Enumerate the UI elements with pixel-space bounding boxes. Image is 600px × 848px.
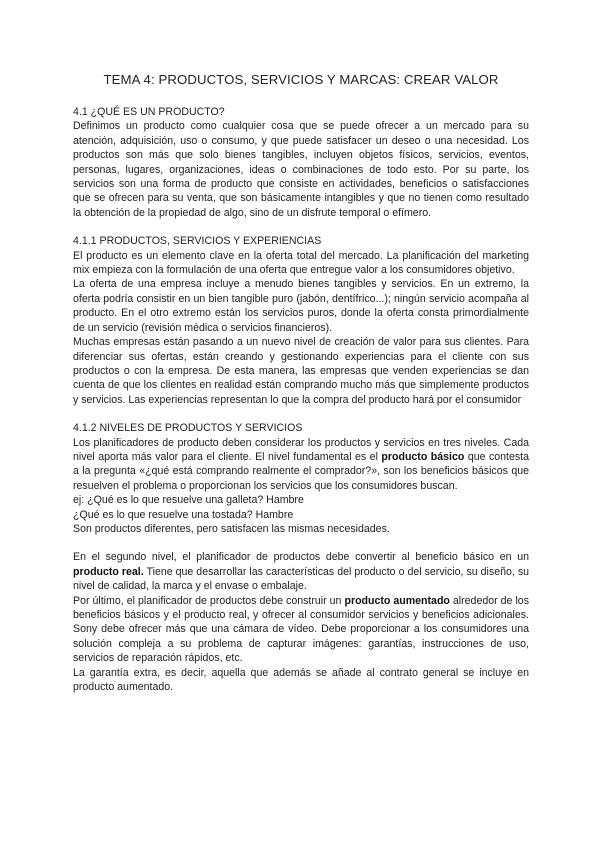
text-run: Por último, el planificador de productos debe construir un bbox=[73, 594, 345, 607]
example-line: ej: ¿Qué es lo que resuelve una galleta? Hambre bbox=[73, 494, 304, 507]
paragraph: Definimos un producto como cualquier cosa que se puede ofrecer a un mercado para su atención, adquisición, uso o consumo, y que puede satisfacer un deseo o una necesidad. Los productos son más que solo bienes tangibles, incluyen objetos físicos, servicios, eventos, personas, lugares, organizaciones, ideas o combinaciones de todo esto. Por su parte, los servicios son una forma de producto que consiste en actividades, beneficios o satisfacciones que se ofrecen para su venta, que son básicamente intangibles y que no tienen como resultado la obtención de la propiedad de algo, sino de un disfrute temporal o efímero. bbox=[73, 120, 529, 219]
paragraph: Muchas empresas están pasando a un nuevo nivel de creación de valor para sus clientes. Para diferenciar sus ofertas, están creando y gestionando experiencias para el cliente con sus productos o con la empresa. De esta manera, las empresas que venden experiencias se dan cuenta de que los clientes en realidad están comprando mucho más que simplemente productos y servicios. Las experiencias representan lo que la compra del producto hará por el consumidor bbox=[73, 336, 529, 406]
text-run: que contesta a la pregunta «¿qué está comprando realmente el comprador?», son los beneficios básicos que resuelven el problema o proporcionan los servicios que los consumidores buscan. bbox=[73, 450, 530, 492]
text-run: En el segundo nivel, el planificador de productos debe convertir al beneficio básico en un bbox=[73, 551, 529, 564]
paragraph: El producto es un elemento clave en la oferta total del mercado. La planificación del marketing mix empieza con la formulación de una oferta que entregue valor a los consumidores objetivo. bbox=[73, 249, 529, 277]
spacer bbox=[73, 536, 529, 550]
section-what-is-a-product bbox=[73, 105, 529, 220]
text-run: Tiene que desarrollar las características del producto o del servicio, su diseño, su nivel de calidad, la marca y el envase o embalaje. bbox=[73, 565, 530, 593]
paragraph-core-product bbox=[73, 436, 529, 494]
paragraph: La garantía extra, es decir, aquella que además se añade al contrato general se incluye en producto aumentado. bbox=[73, 666, 529, 694]
section-products-services-experiences bbox=[73, 234, 529, 407]
term-augmented-product: producto aumentado bbox=[344, 594, 450, 607]
text-run: alrededor de los beneficios básicos y el producto real, y ofrecer al consumidor servicios y beneficios adicionales. Sony debe ofrecer más que una cámara de vídeo. Debe proporcionar a los consumidores una solución compleja a su problema de capturar imágenes: garantías, instrucciones de uso, servicios de reparación rápidos, etc. bbox=[73, 594, 529, 665]
paragraph-actual-product bbox=[73, 550, 529, 593]
section-heading: 4.1.2 NIVELES DE PRODUCTOS Y SERVICIOS bbox=[73, 422, 303, 435]
page-title: TEMA 4: PRODUCTOS, SERVICIOS Y MARCAS: CREAR VALOR bbox=[103, 72, 499, 87]
paragraph-augmented-product bbox=[73, 594, 529, 666]
example-line: ¿Qué es lo que resuelve una tostada? Hambre bbox=[73, 508, 294, 521]
text-run: Los planificadores de producto deben considerar los productos y servicios en tres niveles. Cada nivel aporta más valor para el cliente. El nivel fundamental es el bbox=[73, 436, 529, 463]
section-product-levels bbox=[73, 421, 529, 694]
term-core-product: producto básico bbox=[381, 450, 465, 463]
paragraph: La oferta de una empresa incluye a menudo bienes tangibles y servicios. En un extremo, la oferta podría consistir en un bien tangible puro (jabón, dentífrico...); ningún servicio acompaña al producto. En el otro extremo están los servicios puros, donde la oferta consta primordialmente de un servicio (revisión médica o servicios financieros). bbox=[73, 278, 529, 334]
term-actual-product: producto real. bbox=[73, 565, 144, 578]
section-heading: 4.1.1 PRODUCTOS, SERVICIOS Y EXPERIENCIAS bbox=[73, 235, 322, 248]
example-line: Son productos diferentes, pero satisfacen las mismas necesidades. bbox=[73, 522, 390, 535]
section-heading: 4.1 ¿QUÉ ES UN PRODUCTO? bbox=[73, 106, 225, 118]
